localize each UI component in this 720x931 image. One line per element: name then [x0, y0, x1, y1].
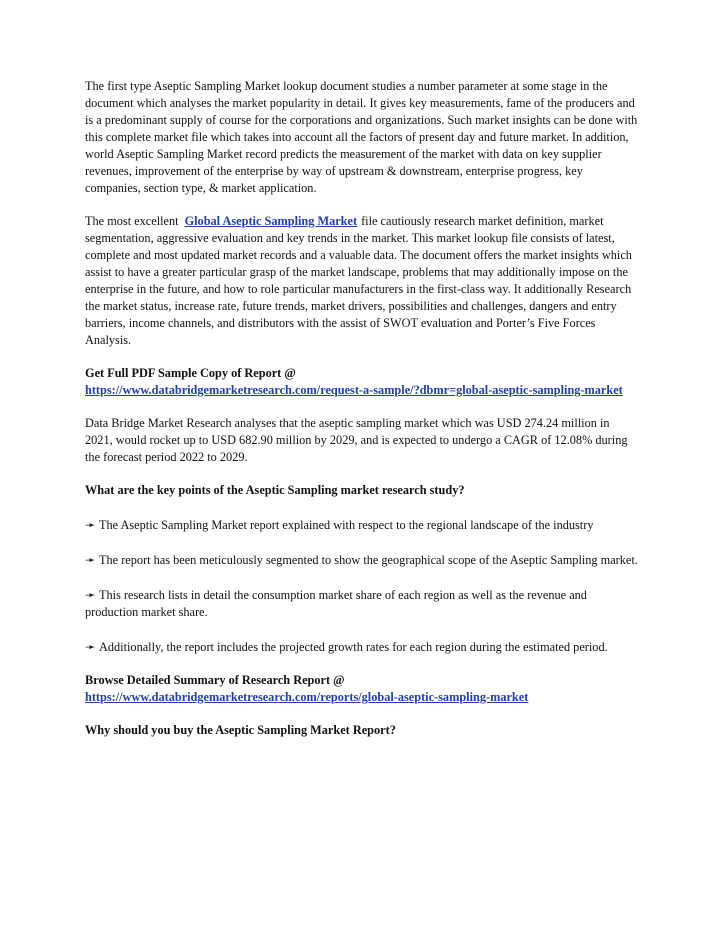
why-buy-heading: Why should you buy the Aseptic Sampling Market Report?: [85, 723, 396, 737]
arrow-icon: ➛: [85, 518, 96, 532]
bullet-item: [85, 587, 640, 621]
sample-request-link[interactable]: https://www.databridgemarketresearch.com/request-a-sample/?dbmr=global-aseptic-sampling-market: [85, 383, 623, 397]
market-stats-paragraph: Data Bridge Market Research analyses that the aseptic sampling market which was USD 274.24 million in 2021, would rocket up to USD 682.90 million by 2029, and is expected to undergo a CAGR of 12.08% during the forecast period 2022 to 2029.: [85, 416, 628, 464]
para2-lead-text: The most excellent: [85, 214, 179, 228]
para2-body-text: file cautiously research market definition, market segmentation, aggressive evaluation and key trends in the market. This market lookup file consists of latest, complete and most updated market records and a valuable data. The document offers the market insights which assist to have a greater particular grasp of the market landscape, problems that may additionally impose on the enterprise in the future, and how to role particular manufacturers in the first-class way. It additionally Research the market status, increase rate, future trends, market drivers, possibilities and challenges, dangers and entry barriers, income channels, and distributors with the assist of SWOT evaluation and Porter’s Five Forces Analysis.: [85, 214, 632, 347]
bullet-text: Additionally, the report includes the projected growth rates for each region during the estimated period.: [99, 640, 608, 654]
market-definition-paragraph: [85, 213, 640, 349]
bullet-text: This research lists in detail the consumption market share of each region as well as the revenue and production market share.: [85, 588, 587, 619]
bullet-item: [85, 517, 640, 534]
bullet-text: The report has been meticulously segmented to show the geographical scope of the Aseptic Sampling market.: [99, 553, 638, 567]
global-aseptic-sampling-market-link[interactable]: Global Aseptic Sampling Market: [184, 214, 358, 228]
bullet-item: [85, 639, 640, 656]
key-points-heading: What are the key points of the Aseptic Sampling market research study?: [85, 483, 465, 497]
bullet-item: [85, 552, 640, 569]
intro-paragraph: The first type Aseptic Sampling Market lookup document studies a number parameter at some stage in the document which analyses the market popularity in detail. It gives key measurements, fame of the producers and is a predominant supply of course for the corporations and organizations. Such market insights can be done with this complete market file which takes into account all the factors of present day and future market. In addition, world Aseptic Sampling Market record predicts the measurement of the market with data on key supplier revenues, improvement of the enterprise by way of upstream & downstream, enterprise progress, key companies, section type, & market application.: [85, 79, 638, 195]
arrow-icon: ➛: [85, 588, 96, 602]
bullet-text: The Aseptic Sampling Market report explained with respect to the regional landscape of the industry: [99, 518, 594, 532]
report-summary-link[interactable]: https://www.databridgemarketresearch.com/reports/global-aseptic-sampling-market: [85, 690, 529, 704]
summary-heading: Browse Detailed Summary of Research Report @: [85, 673, 345, 687]
arrow-icon: ➛: [85, 553, 96, 567]
sample-heading: Get Full PDF Sample Copy of Report @: [85, 366, 296, 380]
document-page: [85, 78, 640, 739]
arrow-icon: ➛: [85, 640, 96, 654]
